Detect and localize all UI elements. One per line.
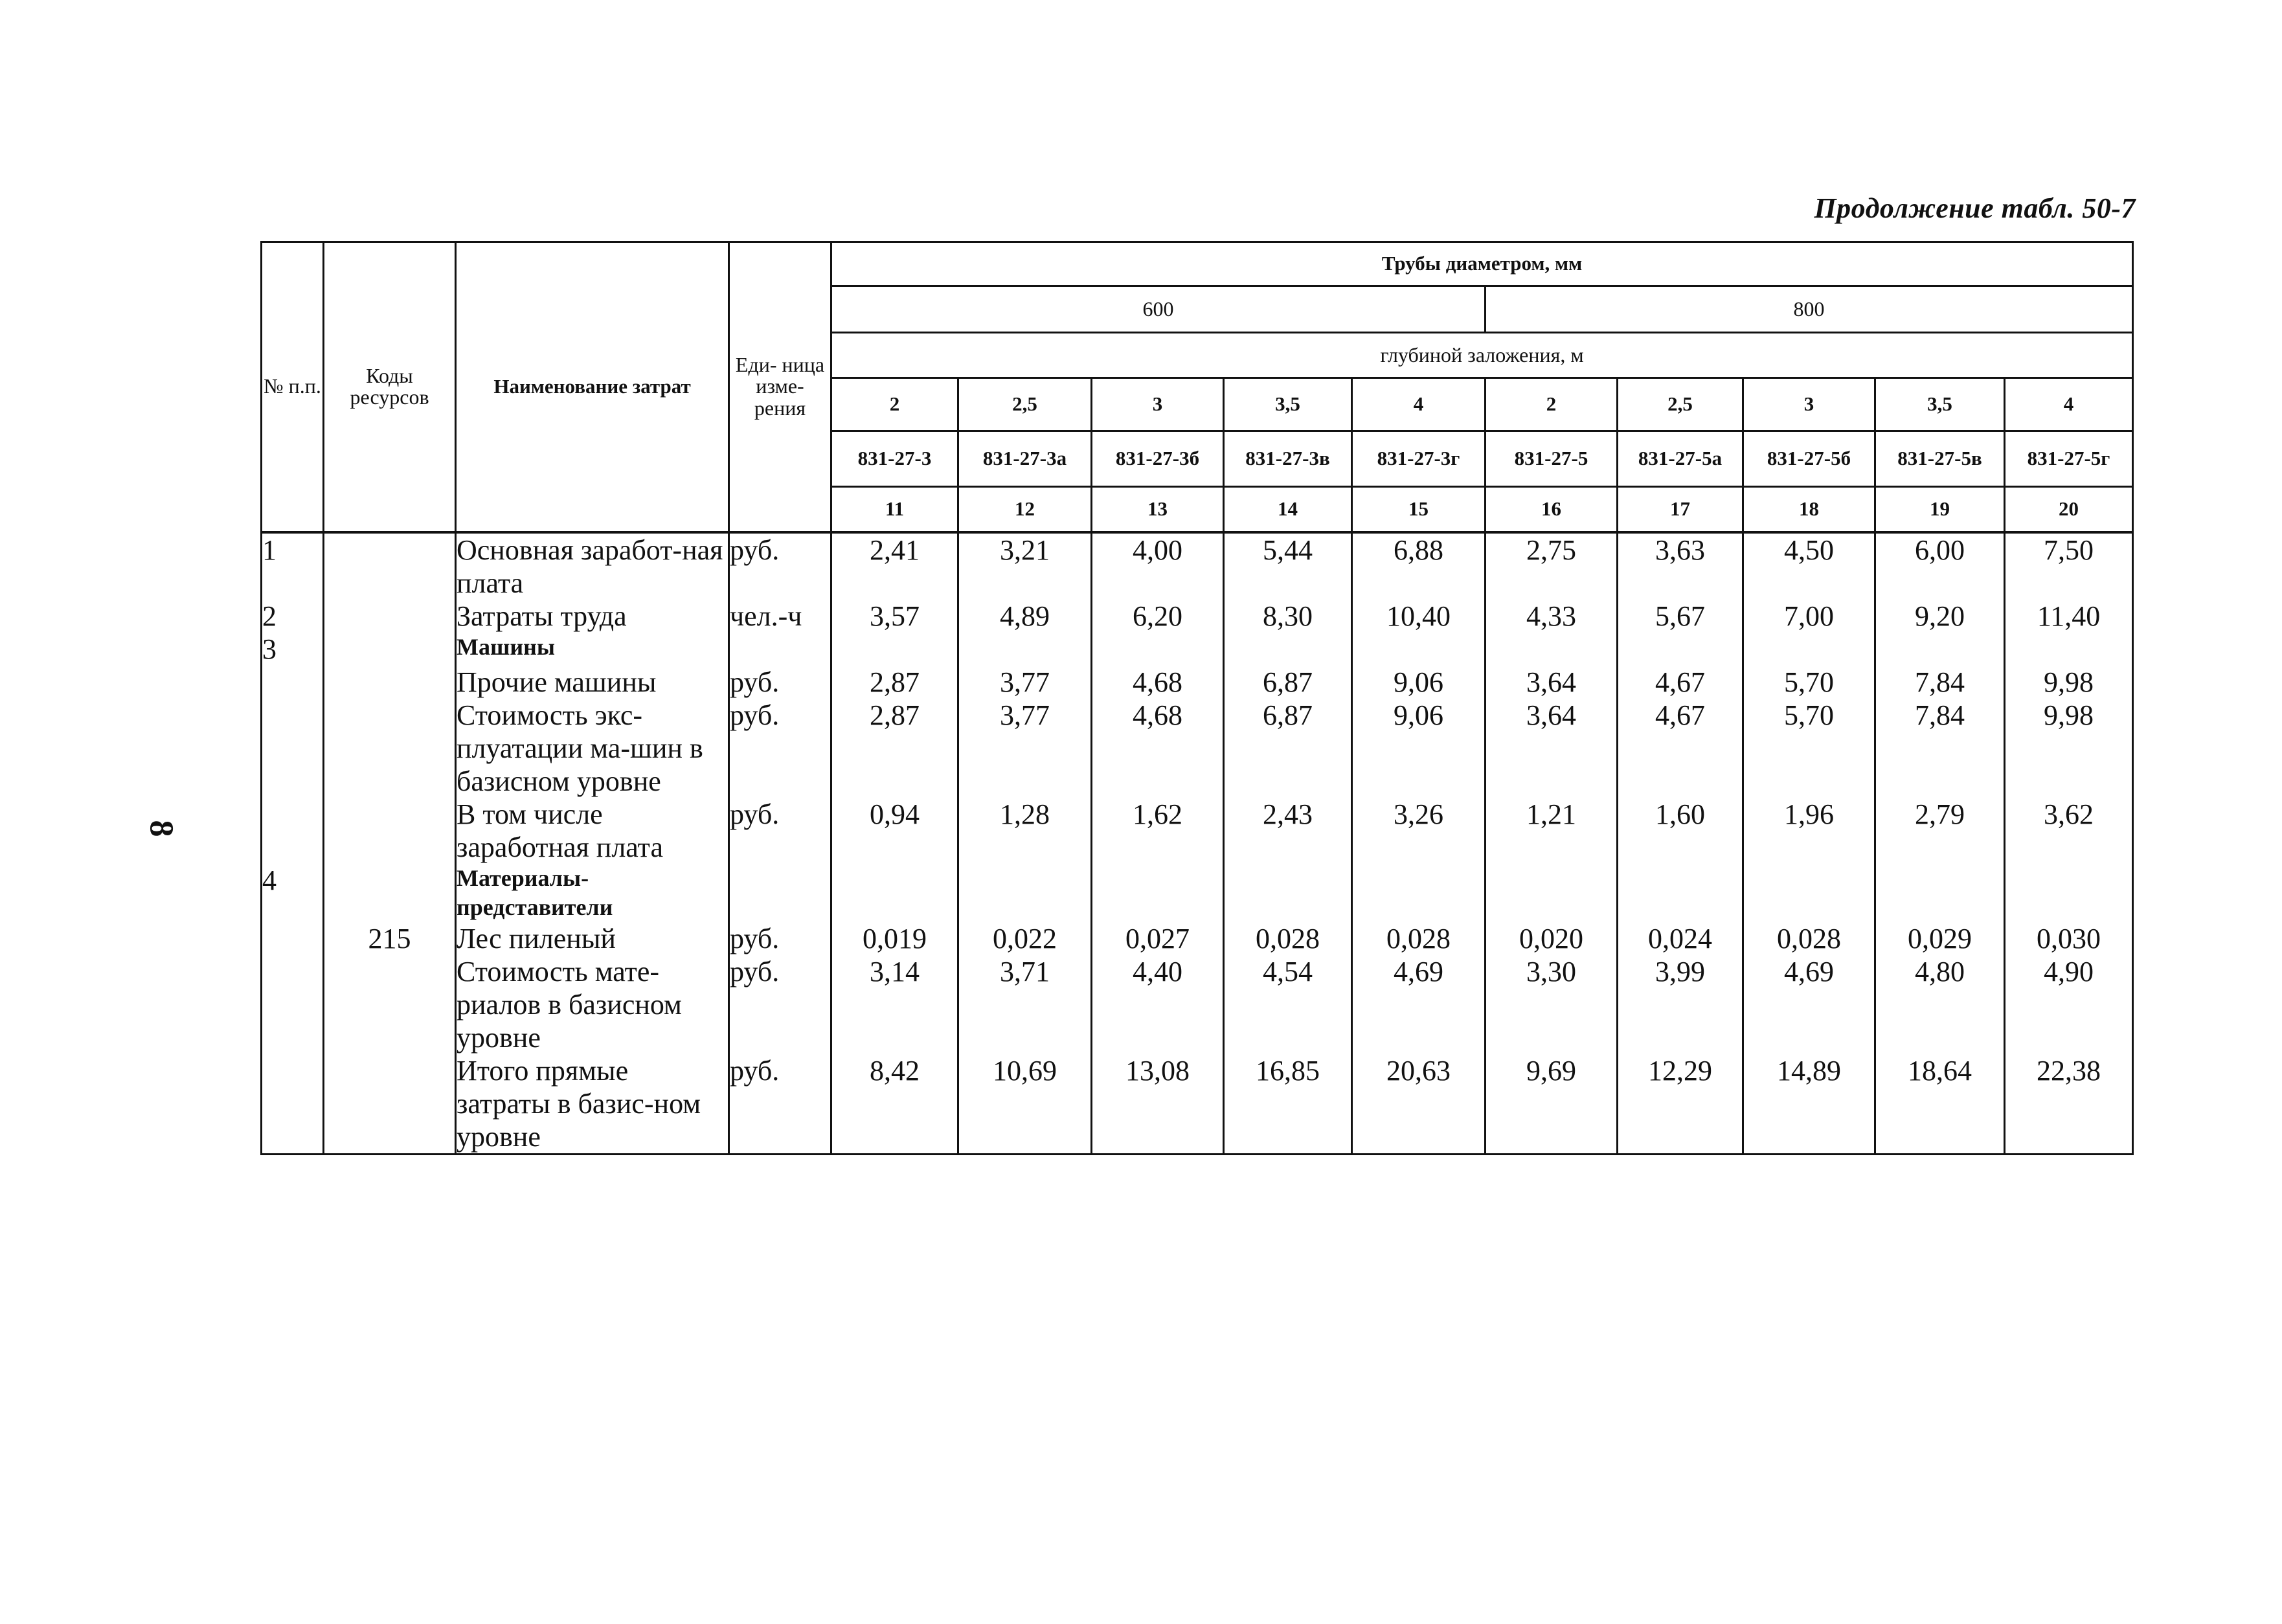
value-cell: 3,26 [1352, 798, 1486, 864]
value-cell [1352, 633, 1486, 666]
value-cell: 10,40 [1352, 600, 1486, 633]
value-cell: 0,028 [1743, 922, 1875, 955]
row-number [262, 798, 324, 864]
header-code: 831-27-3 [831, 431, 958, 487]
page-number: 8 [142, 820, 180, 837]
unit: руб. [729, 1054, 831, 1155]
value-cell [1618, 633, 1743, 666]
value-cell: 9,06 [1352, 699, 1486, 798]
header-depth: 3,5 [1875, 378, 2005, 431]
value-cell: 2,43 [1224, 798, 1352, 864]
resource-code [324, 955, 456, 1054]
value-cell: 0,020 [1486, 922, 1618, 955]
value-cell: 5,70 [1743, 699, 1875, 798]
table-row [262, 600, 2133, 633]
header-name: Наименование затрат [456, 242, 729, 532]
row-number: 2 [262, 600, 324, 633]
value-cell: 11,40 [2005, 600, 2133, 633]
resource-code [324, 864, 456, 922]
value-cell: 16,85 [1224, 1054, 1352, 1155]
value-cell: 6,87 [1224, 666, 1352, 699]
header-code: 831-27-3в [1224, 431, 1352, 487]
unit: руб. [729, 699, 831, 798]
value-cell: 1,62 [1092, 798, 1224, 864]
value-cell: 0,022 [958, 922, 1092, 955]
value-cell: 1,21 [1486, 798, 1618, 864]
value-cell [958, 633, 1092, 666]
table-row [262, 666, 2133, 699]
row-number: 4 [262, 864, 324, 922]
unit: чел.-ч [729, 600, 831, 633]
header-depth: 2 [1486, 378, 1618, 431]
header-colnum: 15 [1352, 487, 1486, 532]
header-colnum: 19 [1875, 487, 2005, 532]
table-row [262, 1054, 2133, 1155]
value-cell: 13,08 [1092, 1054, 1224, 1155]
value-cell: 0,94 [831, 798, 958, 864]
header-depth: 4 [2005, 378, 2133, 431]
header-colnum: 17 [1618, 487, 1743, 532]
unit: руб. [729, 922, 831, 955]
table-row [262, 532, 2133, 600]
value-cell [2005, 864, 2133, 922]
value-cell [2005, 633, 2133, 666]
value-cell [1092, 864, 1224, 922]
table-header [262, 242, 2133, 532]
value-cell [831, 864, 958, 922]
value-cell: 4,00 [1092, 532, 1224, 600]
value-cell: 5,67 [1618, 600, 1743, 633]
value-cell [1875, 633, 2005, 666]
value-cell: 4,80 [1875, 955, 2005, 1054]
cost-table [260, 241, 2134, 1155]
value-cell: 10,69 [958, 1054, 1092, 1155]
value-cell: 0,028 [1224, 922, 1352, 955]
value-cell: 18,64 [1875, 1054, 2005, 1155]
value-cell: 0,024 [1618, 922, 1743, 955]
value-cell [1618, 864, 1743, 922]
unit: руб. [729, 666, 831, 699]
value-cell: 4,50 [1743, 532, 1875, 600]
row-number [262, 666, 324, 699]
value-cell: 0,027 [1092, 922, 1224, 955]
header-depth: 2,5 [958, 378, 1092, 431]
value-cell: 4,67 [1618, 666, 1743, 699]
value-cell: 4,89 [958, 600, 1092, 633]
table-row [262, 699, 2133, 798]
value-cell: 3,77 [958, 666, 1092, 699]
row-number: 3 [262, 633, 324, 666]
cost-name: Стоимость экс-плуатации ма-шин в базисном уровне [456, 699, 729, 798]
header-colnum: 20 [2005, 487, 2133, 532]
unit [729, 633, 831, 666]
value-cell [958, 864, 1092, 922]
header-diameter-600: 600 [831, 286, 1486, 333]
value-cell: 0,028 [1352, 922, 1486, 955]
header-no: № п.п. [262, 242, 324, 532]
value-cell [1224, 633, 1352, 666]
value-cell: 7,84 [1875, 699, 2005, 798]
value-cell [1092, 633, 1224, 666]
row-number [262, 955, 324, 1054]
value-cell [831, 633, 958, 666]
value-cell: 1,28 [958, 798, 1092, 864]
cost-name: Лес пиленый [456, 922, 729, 955]
resource-code: 215 [324, 922, 456, 955]
header-code: 831-27-3г [1352, 431, 1486, 487]
value-cell: 3,71 [958, 955, 1092, 1054]
resource-code [324, 666, 456, 699]
table-row [262, 798, 2133, 864]
resource-code [324, 633, 456, 666]
value-cell: 5,44 [1224, 532, 1352, 600]
value-cell: 2,41 [831, 532, 958, 600]
header-code: 831-27-5а [1618, 431, 1743, 487]
row-number [262, 1054, 324, 1155]
header-code: 831-27-5в [1875, 431, 2005, 487]
table-caption: Продолжение табл. 50-7 [1814, 192, 2136, 224]
value-cell: 4,90 [2005, 955, 2133, 1054]
value-cell: 4,54 [1224, 955, 1352, 1054]
row-number: 1 [262, 532, 324, 600]
value-cell: 1,96 [1743, 798, 1875, 864]
value-cell: 6,87 [1224, 699, 1352, 798]
header-diameter-800: 800 [1486, 286, 2133, 333]
unit [729, 864, 831, 922]
value-cell: 1,60 [1618, 798, 1743, 864]
value-cell: 3,77 [958, 699, 1092, 798]
header-unit: Еди- ница изме- рения [729, 242, 831, 532]
cost-name: В том числе заработная плата [456, 798, 729, 864]
value-cell: 7,50 [2005, 532, 2133, 600]
value-cell [1486, 633, 1618, 666]
value-cell: 4,67 [1618, 699, 1743, 798]
value-cell: 2,79 [1875, 798, 2005, 864]
row-number [262, 699, 324, 798]
section-title: Материалы-представители [456, 864, 729, 922]
value-cell: 2,75 [1486, 532, 1618, 600]
value-cell: 6,00 [1875, 532, 2005, 600]
header-colnum: 18 [1743, 487, 1875, 532]
value-cell: 3,64 [1486, 666, 1618, 699]
header-depth: 3 [1743, 378, 1875, 431]
value-cell: 20,63 [1352, 1054, 1486, 1155]
value-cell [1352, 864, 1486, 922]
value-cell: 9,98 [2005, 666, 2133, 699]
value-cell: 4,68 [1092, 699, 1224, 798]
value-cell: 9,69 [1486, 1054, 1618, 1155]
header-depth: 2,5 [1618, 378, 1743, 431]
header-colnum: 14 [1224, 487, 1352, 532]
header-colnum: 13 [1092, 487, 1224, 532]
value-cell: 8,30 [1224, 600, 1352, 633]
cost-name: Основная заработ-ная плата [456, 532, 729, 600]
value-cell: 2,87 [831, 699, 958, 798]
cost-name: Стоимость мате-риалов в базисном уровне [456, 955, 729, 1054]
value-cell: 4,69 [1352, 955, 1486, 1054]
header-code: 831-27-5г [2005, 431, 2133, 487]
value-cell: 3,57 [831, 600, 958, 633]
cost-name: Итого прямые затраты в базис-ном уровне [456, 1054, 729, 1155]
header-codes: Коды ресурсов [324, 242, 456, 532]
header-depth: 2 [831, 378, 958, 431]
table-row [262, 922, 2133, 955]
resource-code [324, 798, 456, 864]
value-cell: 9,98 [2005, 699, 2133, 798]
value-cell: 4,33 [1486, 600, 1618, 633]
resource-code [324, 1054, 456, 1155]
unit: руб. [729, 955, 831, 1054]
value-cell: 2,87 [831, 666, 958, 699]
cost-name: Прочие машины [456, 666, 729, 699]
header-depth-label: глубиной заложения, м [831, 333, 2133, 378]
value-cell: 3,30 [1486, 955, 1618, 1054]
header-colnum: 16 [1486, 487, 1618, 532]
value-cell: 7,84 [1875, 666, 2005, 699]
resource-code [324, 699, 456, 798]
header-code: 831-27-3а [958, 431, 1092, 487]
header-depth: 3,5 [1224, 378, 1352, 431]
cost-name: Затраты труда [456, 600, 729, 633]
value-cell: 3,99 [1618, 955, 1743, 1054]
header-colnum: 11 [831, 487, 958, 532]
value-cell [1743, 864, 1875, 922]
header-code: 831-27-5 [1486, 431, 1618, 487]
value-cell: 6,88 [1352, 532, 1486, 600]
value-cell: 0,019 [831, 922, 958, 955]
unit: руб. [729, 798, 831, 864]
table-body [262, 532, 2133, 1155]
header-code: 831-27-5б [1743, 431, 1875, 487]
value-cell: 9,06 [1352, 666, 1486, 699]
value-cell: 3,14 [831, 955, 958, 1054]
header-depth: 4 [1352, 378, 1486, 431]
resource-code [324, 532, 456, 600]
section-row [262, 633, 2133, 666]
value-cell: 5,70 [1743, 666, 1875, 699]
value-cell: 3,62 [2005, 798, 2133, 864]
value-cell: 4,69 [1743, 955, 1875, 1054]
value-cell: 4,40 [1092, 955, 1224, 1054]
value-cell: 3,21 [958, 532, 1092, 600]
table-row [262, 955, 2133, 1054]
value-cell: 7,00 [1743, 600, 1875, 633]
resource-code [324, 600, 456, 633]
value-cell: 0,030 [2005, 922, 2133, 955]
section-row [262, 864, 2133, 922]
value-cell [1486, 864, 1618, 922]
section-title: Машины [456, 633, 729, 666]
value-cell [1743, 633, 1875, 666]
value-cell: 3,63 [1618, 532, 1743, 600]
value-cell: 14,89 [1743, 1054, 1875, 1155]
value-cell [1224, 864, 1352, 922]
value-cell: 0,029 [1875, 922, 2005, 955]
header-depth: 3 [1092, 378, 1224, 431]
unit: руб. [729, 532, 831, 600]
value-cell: 12,29 [1618, 1054, 1743, 1155]
value-cell [1875, 864, 2005, 922]
row-number [262, 922, 324, 955]
value-cell: 22,38 [2005, 1054, 2133, 1155]
header-pipes: Трубы диаметром, мм [831, 242, 2133, 286]
value-cell: 8,42 [831, 1054, 958, 1155]
value-cell: 6,20 [1092, 600, 1224, 633]
value-cell: 3,64 [1486, 699, 1618, 798]
header-colnum: 12 [958, 487, 1092, 532]
value-cell: 9,20 [1875, 600, 2005, 633]
header-code: 831-27-3б [1092, 431, 1224, 487]
value-cell: 4,68 [1092, 666, 1224, 699]
